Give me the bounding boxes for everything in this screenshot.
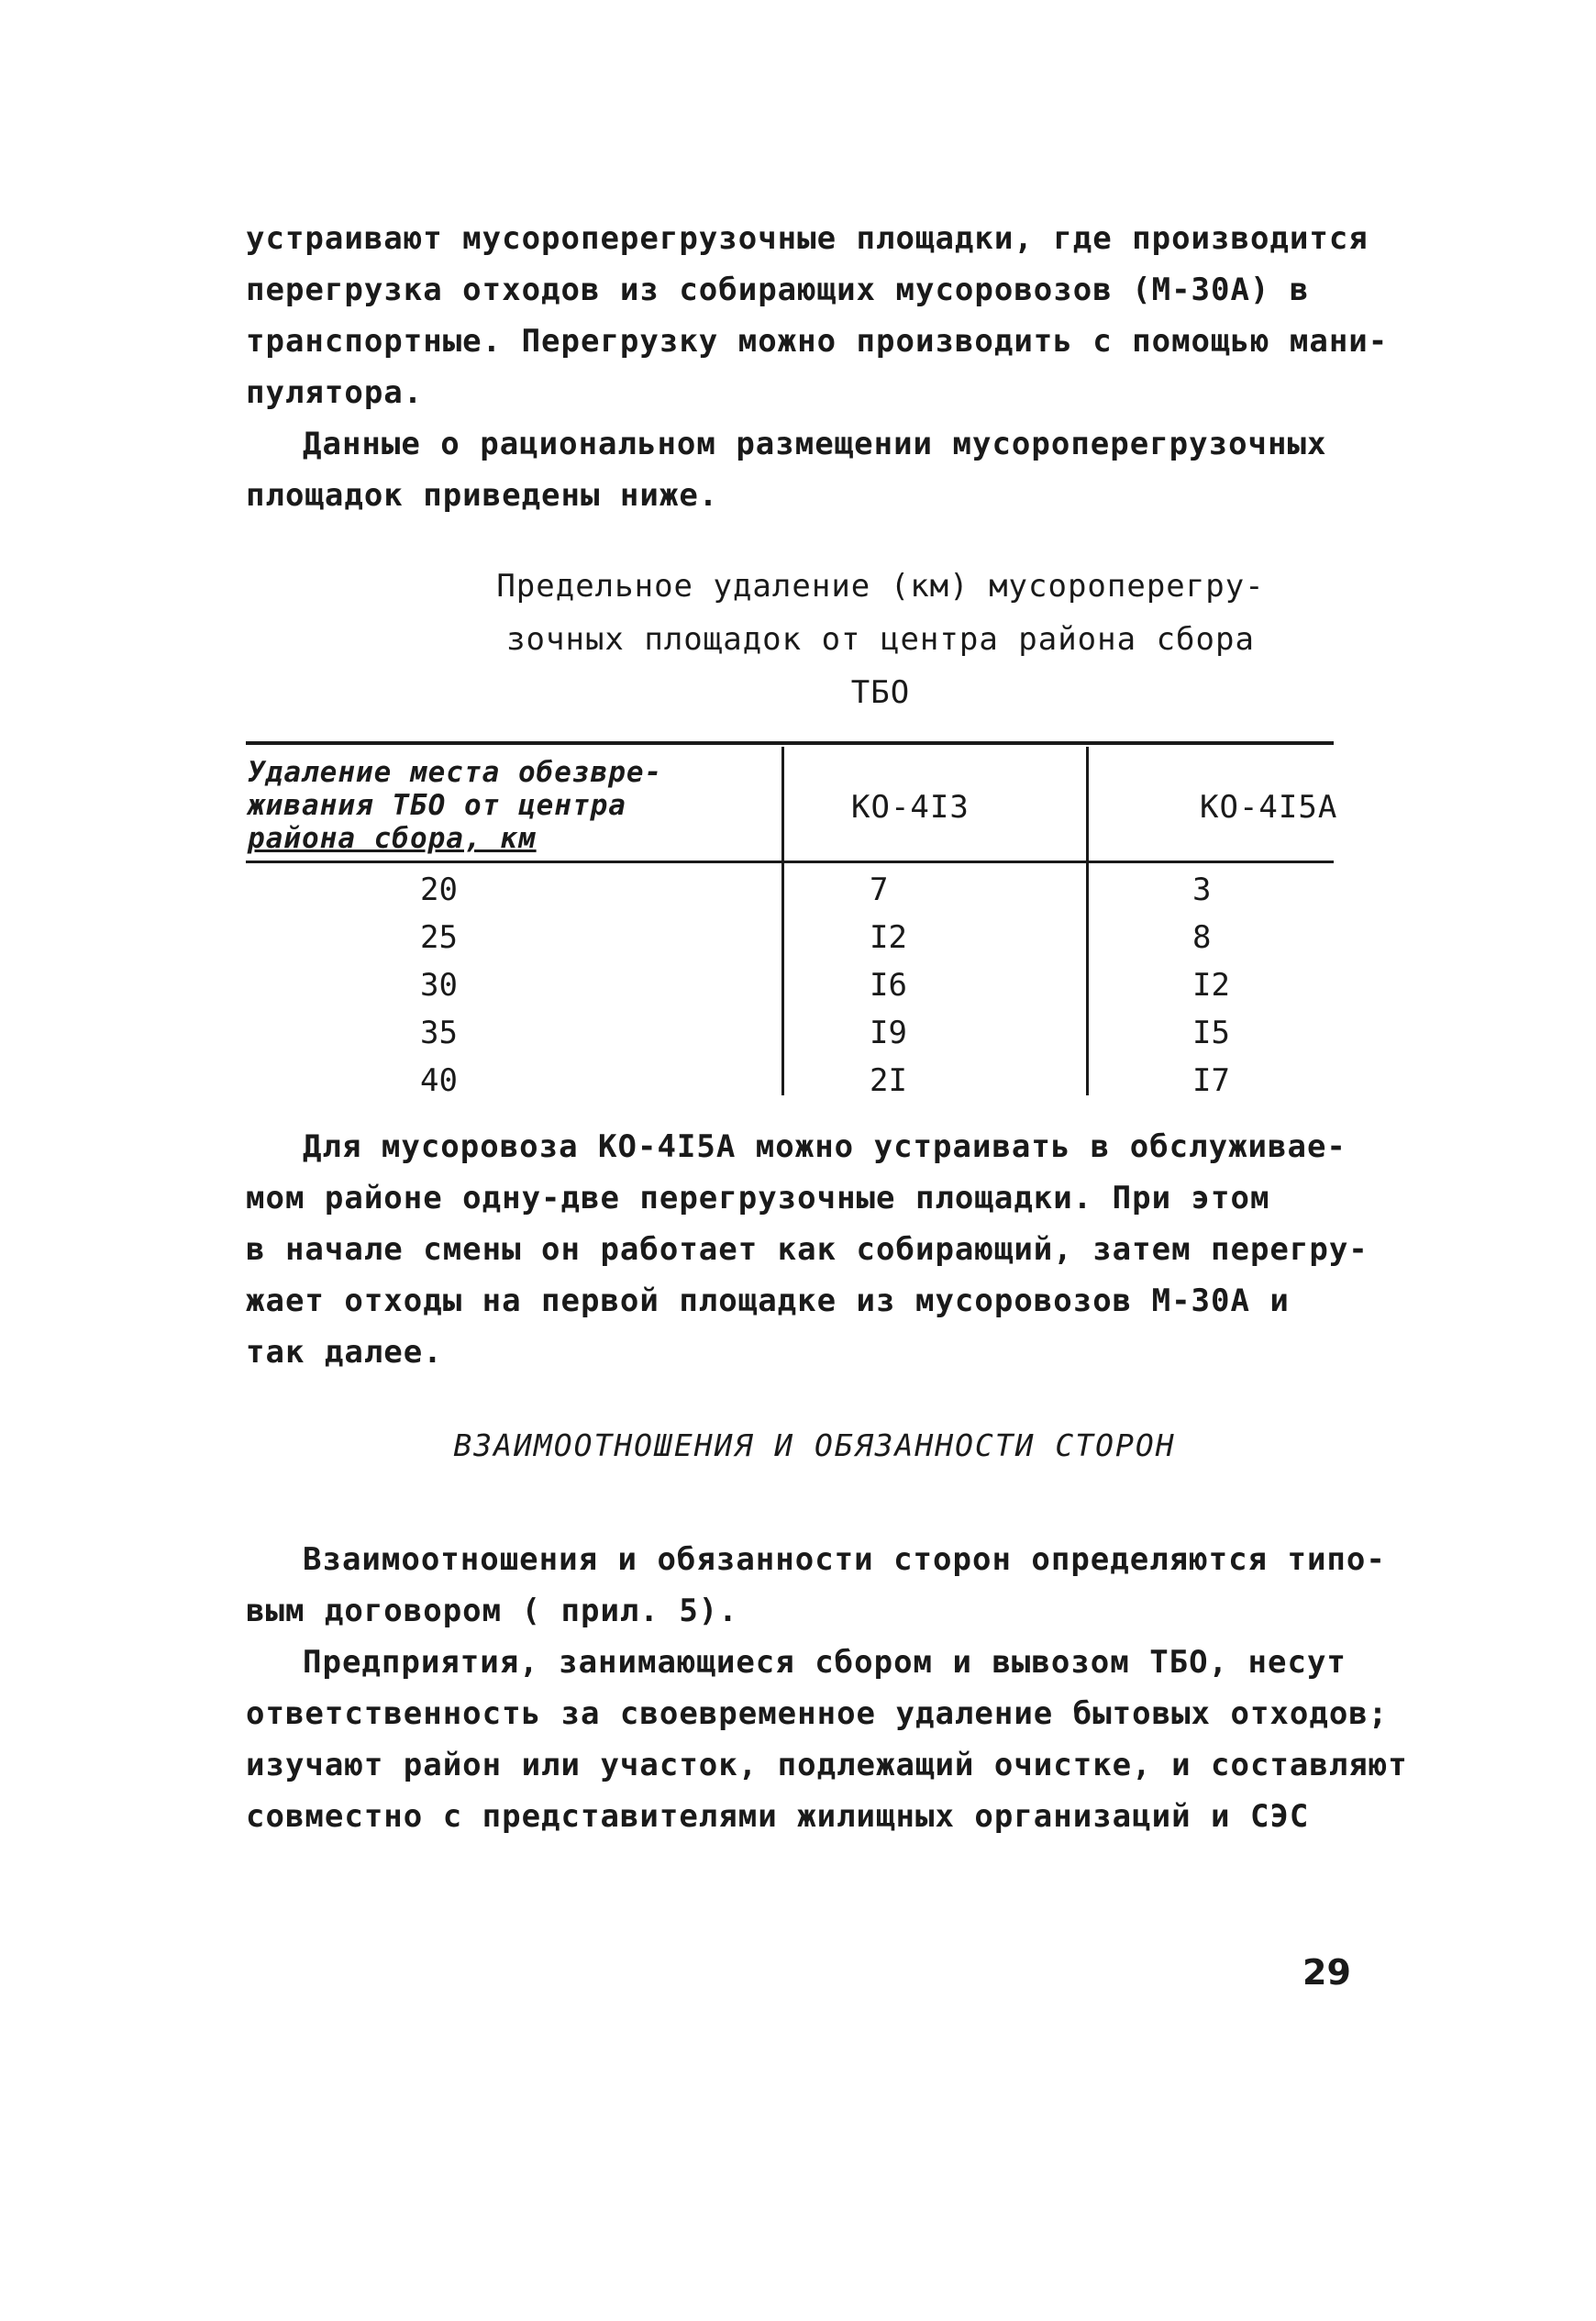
- paragraph-responsibility: [246, 1637, 1408, 1842]
- table-cell-distance: 20: [420, 872, 458, 908]
- section-heading: ВЗАИМООТНОШЕНИЯ И ОБЯЗАННОСТИ СТОРОН: [453, 1427, 1176, 1463]
- paragraph-intro: [246, 213, 1389, 418]
- table-cell-ko415a: I5: [1192, 1015, 1230, 1051]
- table-cell-distance: 30: [420, 967, 458, 1004]
- text-line: мом районе одну-две перегрузочные площадки. При этом: [246, 1180, 1270, 1216]
- paragraph-contract: [246, 1534, 1386, 1637]
- text-line: Данные о рациональном размещении мусороперегрузочных: [303, 426, 1327, 462]
- header-line: Удаление места обезвре-: [248, 756, 663, 789]
- paragraph-ko415a: [246, 1121, 1383, 1378]
- paragraph-data-intro: [246, 418, 1383, 521]
- caption-line: зочных площадок от центра района сбора: [506, 621, 1255, 658]
- table-cell-ko413: I6: [870, 967, 907, 1004]
- table-header-ko413: КО-4I3: [851, 789, 970, 826]
- table-cell-ko413: 2I: [870, 1062, 907, 1099]
- caption-line: ТБО: [850, 674, 911, 711]
- header-line: живания ТБО от центра: [248, 789, 626, 822]
- text-line: Для мусоровоза КО-4I5А можно устраивать в обслуживае-: [303, 1128, 1347, 1165]
- table-cell-distance: 35: [420, 1015, 458, 1051]
- table-cell-ko413: I2: [870, 919, 907, 956]
- table-row: [246, 960, 1334, 1007]
- text-line: так далее.: [246, 1334, 443, 1371]
- distance-table: [246, 741, 1338, 1099]
- table-top-rule: [246, 741, 1334, 745]
- table-row: [246, 1007, 1334, 1055]
- text-line: пулятора.: [246, 374, 424, 411]
- table-row: [246, 912, 1334, 960]
- text-line: ответственность за своевременное удаление бытовых отходов;: [246, 1695, 1389, 1732]
- page-number: 29: [1302, 1952, 1351, 1993]
- caption-line: Предельное удаление (км) мусороперегру-: [496, 568, 1265, 605]
- text-line: вым договором ( прил. 5).: [246, 1593, 738, 1629]
- table-cell-ko413: 7: [870, 872, 889, 908]
- table-cell-ko415a: 3: [1192, 872, 1212, 908]
- text-line: совместно с представителями жилищных организаций и СЭС: [246, 1798, 1310, 1835]
- text-line: транспортные. Перегрузку можно производить с помощью мани-: [246, 323, 1389, 360]
- text-line: перегрузка отходов из собирающих мусоровозов (М-30А) в: [246, 272, 1310, 308]
- text-line: площадок приведены ниже.: [246, 477, 719, 514]
- text-line: жает отходы на первой площадке из мусоровозов М-30А и: [246, 1283, 1290, 1319]
- table-cell-ko415a: I7: [1192, 1062, 1230, 1099]
- table-cell-distance: 40: [420, 1062, 458, 1099]
- text-line: изучают район или участок, подлежащий очистке, и составляют: [246, 1747, 1408, 1783]
- table-cell-ko415a: 8: [1192, 919, 1212, 956]
- table-row: [246, 1055, 1334, 1103]
- table-cell-ko415a: I2: [1192, 967, 1230, 1004]
- table-caption: [394, 560, 1367, 719]
- text-line: в начале смены он работает как собирающий, затем перегру-: [246, 1231, 1369, 1268]
- table-cell-ko413: I9: [870, 1015, 907, 1051]
- text-line: Предприятия, занимающиеся сбором и вывозом ТБО, несут: [303, 1644, 1347, 1681]
- table-cell-distance: 25: [420, 919, 458, 956]
- text-line: Взаимоотношения и обязанности сторон определяются типо-: [303, 1541, 1386, 1578]
- table-row: [246, 864, 1334, 912]
- header-line: района сбора, км: [248, 822, 537, 855]
- text-line: устраивают мусороперегрузочные площадки, где производится: [246, 220, 1369, 257]
- table-header-rule: [246, 861, 1334, 863]
- table-header-description: [248, 756, 761, 855]
- table-header-ko415a: КО-4I5А: [1200, 789, 1338, 826]
